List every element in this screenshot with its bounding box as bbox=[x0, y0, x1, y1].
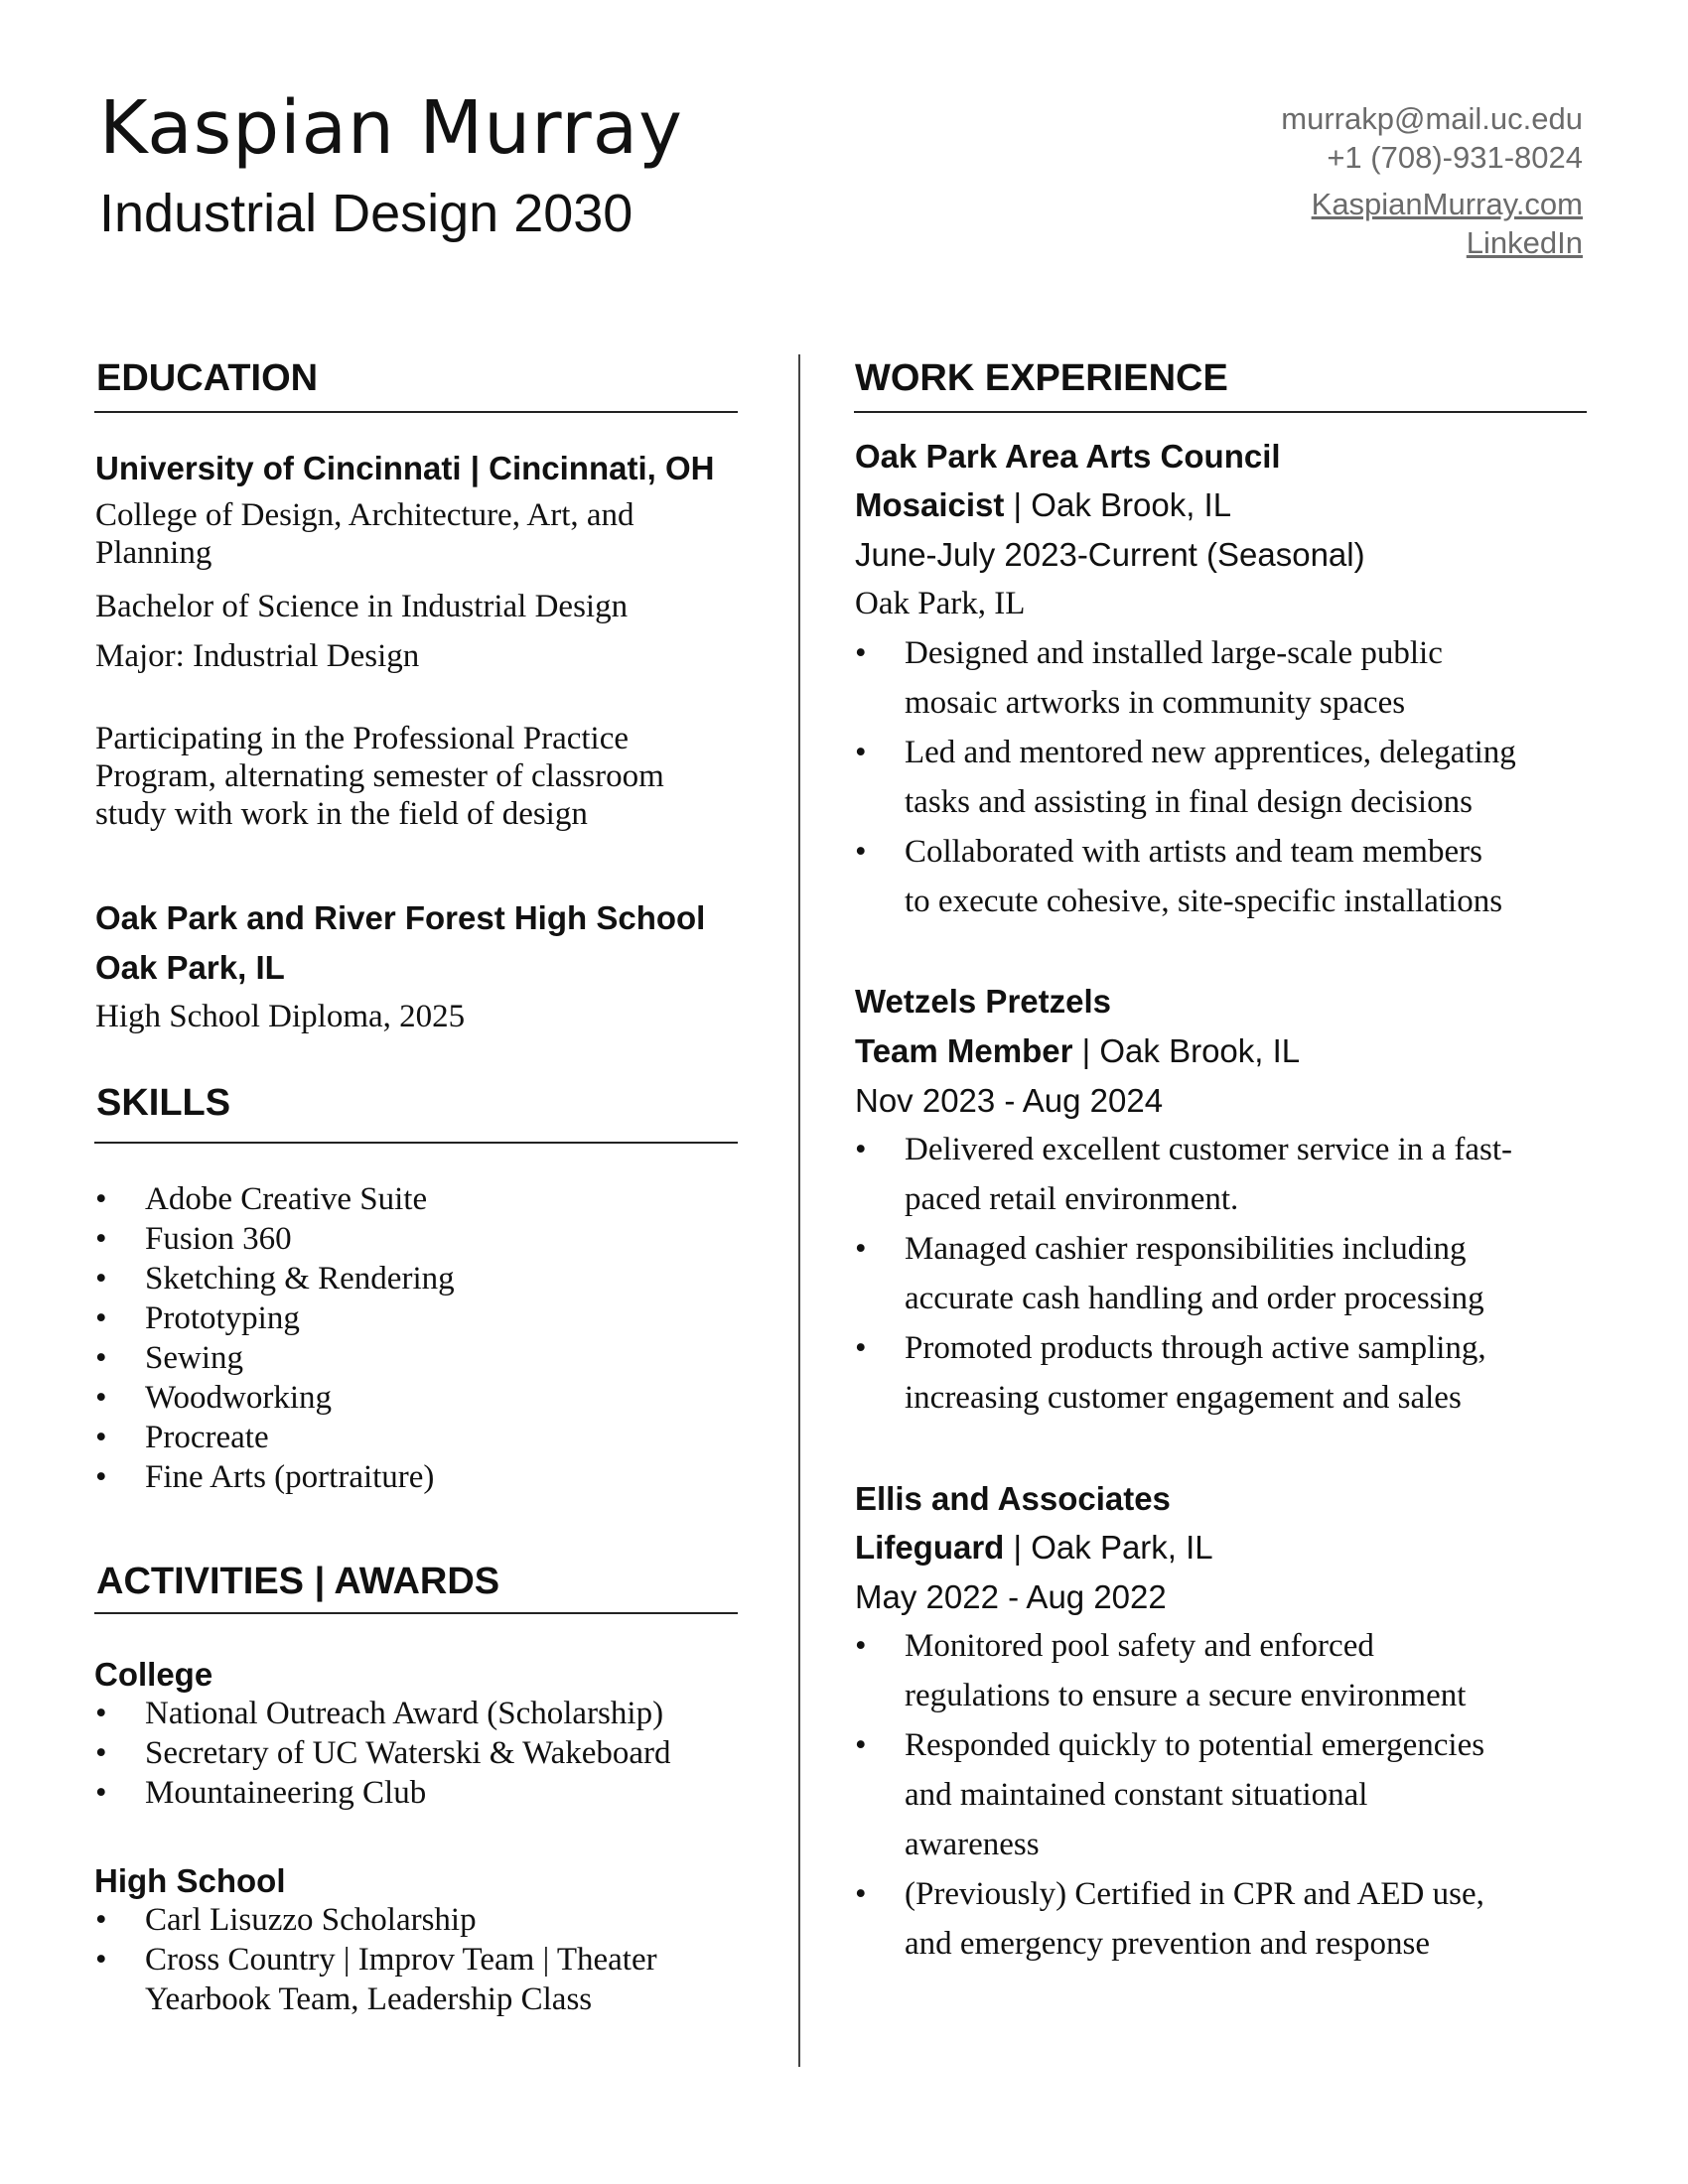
uc-college: College of Design, Architecture, Art, and Planning bbox=[95, 497, 634, 571]
website-link[interactable]: KaspianMurray.com bbox=[1311, 187, 1583, 221]
hs-title: Oak Park and River Forest High School bbox=[95, 899, 706, 936]
list-item: • Woodworking bbox=[95, 1378, 455, 1418]
list-item: • Collaborated with artists and team members to execute cohesive, site-specific installations bbox=[855, 827, 1516, 926]
activities-heading: ACTIVITIES | AWARDS bbox=[96, 1561, 500, 1602]
work-heading: WORK EXPERIENCE bbox=[855, 357, 1228, 399]
list-item: • Sketching & Rendering bbox=[95, 1259, 455, 1298]
job-bullets bbox=[855, 628, 1516, 926]
job-dates: June-July 2023-Current (Seasonal) bbox=[855, 536, 1365, 573]
list-item: • Promoted products through active sampling, increasing customer engagement and sales bbox=[855, 1323, 1512, 1423]
contact-email[interactable]: murrakp@mail.uc.edu bbox=[1281, 101, 1583, 136]
education-rule bbox=[94, 411, 738, 413]
list-item: • (Previously) Certified in CPR and AED use, and emergency prevention and response bbox=[855, 1869, 1484, 1969]
list-item: • Led and mentored new apprentices, delegating tasks and assisting in final design decisions bbox=[855, 728, 1516, 827]
column-divider bbox=[798, 354, 800, 2067]
list-item: • Delivered excellent customer service in a fast- paced retail environment. bbox=[855, 1125, 1512, 1224]
job-role: Team Member bbox=[855, 1032, 1073, 1069]
college-label: College bbox=[94, 1656, 213, 1693]
uc-program: Participating in the Professional Practice Program, alternating semester of classroom study with work in the field of design bbox=[95, 721, 664, 832]
hs-location: Oak Park, IL bbox=[95, 949, 285, 986]
list-item: • Designed and installed large-scale public mosaic artworks in community spaces bbox=[855, 628, 1516, 728]
list-item: • National Outreach Award (Scholarship) bbox=[95, 1694, 671, 1733]
list-item: • Sewing bbox=[95, 1338, 455, 1378]
job-location: | Oak Brook, IL bbox=[1072, 1032, 1301, 1069]
list-item: • Monitored pool safety and enforced regulations to ensure a secure environment bbox=[855, 1621, 1484, 1720]
hs-activities-list bbox=[95, 1900, 657, 1979]
list-item: • Prototyping bbox=[95, 1298, 455, 1338]
list-item: • Fine Arts (portraiture) bbox=[95, 1457, 455, 1497]
activities-rule bbox=[94, 1612, 738, 1614]
job-org: Wetzels Pretzels bbox=[855, 983, 1112, 1020]
job-dates: May 2022 - Aug 2022 bbox=[855, 1578, 1167, 1615]
job-dates: Nov 2023 - Aug 2024 bbox=[855, 1082, 1164, 1119]
uc-title: University of Cincinnati | Cincinnati, OH bbox=[95, 450, 715, 486]
job-bullets bbox=[855, 1125, 1512, 1423]
job-role: Lifeguard bbox=[855, 1529, 1005, 1566]
education-heading: EDUCATION bbox=[96, 357, 319, 399]
contact-phone[interactable]: +1 (708)-931-8024 bbox=[1327, 140, 1583, 175]
skills-heading: SKILLS bbox=[96, 1082, 231, 1124]
skills-list bbox=[95, 1179, 455, 1497]
job-org: Ellis and Associates bbox=[855, 1480, 1171, 1517]
skills-rule bbox=[94, 1142, 738, 1144]
contact-block bbox=[1281, 99, 1583, 262]
hs-diploma: High School Diploma, 2025 bbox=[95, 999, 466, 1034]
job-role-line bbox=[855, 1531, 1213, 1564]
list-item: • Managed cashier responsibilities including accurate cash handling and order processing bbox=[855, 1224, 1512, 1323]
list-item: • Cross Country | Improv Team | Theater bbox=[95, 1940, 657, 1979]
list-item: • Fusion 360 bbox=[95, 1219, 455, 1259]
list-item: • Procreate bbox=[95, 1418, 455, 1457]
hs-label: High School bbox=[94, 1862, 286, 1899]
list-item: • Secretary of UC Waterski & Wakeboard bbox=[95, 1733, 671, 1773]
list-item: • Adobe Creative Suite bbox=[95, 1179, 455, 1219]
list-item: • Carl Lisuzzo Scholarship bbox=[95, 1900, 657, 1940]
college-activities-list bbox=[95, 1694, 671, 1813]
job-role-line bbox=[855, 1034, 1300, 1067]
linkedin-link[interactable]: LinkedIn bbox=[1466, 225, 1583, 260]
uc-major: Major: Industrial Design bbox=[95, 638, 420, 674]
job-org: Oak Park Area Arts Council bbox=[855, 438, 1281, 475]
job-role-line bbox=[855, 488, 1231, 521]
job-location: | Oak Brook, IL bbox=[1004, 486, 1232, 523]
list-item: • Responded quickly to potential emergencies and maintained constant situational awareness bbox=[855, 1720, 1484, 1869]
hs-activities-continuation: Yearbook Team, Leadership Class bbox=[145, 1981, 593, 2017]
resume-subtitle: Industrial Design 2030 bbox=[99, 184, 633, 243]
job-bullets bbox=[855, 1621, 1484, 1969]
list-item: • Mountaineering Club bbox=[95, 1773, 671, 1813]
job-role: Mosaicist bbox=[855, 486, 1005, 523]
job-place: Oak Park, IL bbox=[855, 586, 1026, 621]
job-location: | Oak Park, IL bbox=[1004, 1529, 1213, 1566]
resume-name: Kaspian Murray bbox=[99, 85, 683, 171]
work-rule bbox=[854, 411, 1587, 413]
uc-degree: Bachelor of Science in Industrial Design bbox=[95, 589, 629, 624]
